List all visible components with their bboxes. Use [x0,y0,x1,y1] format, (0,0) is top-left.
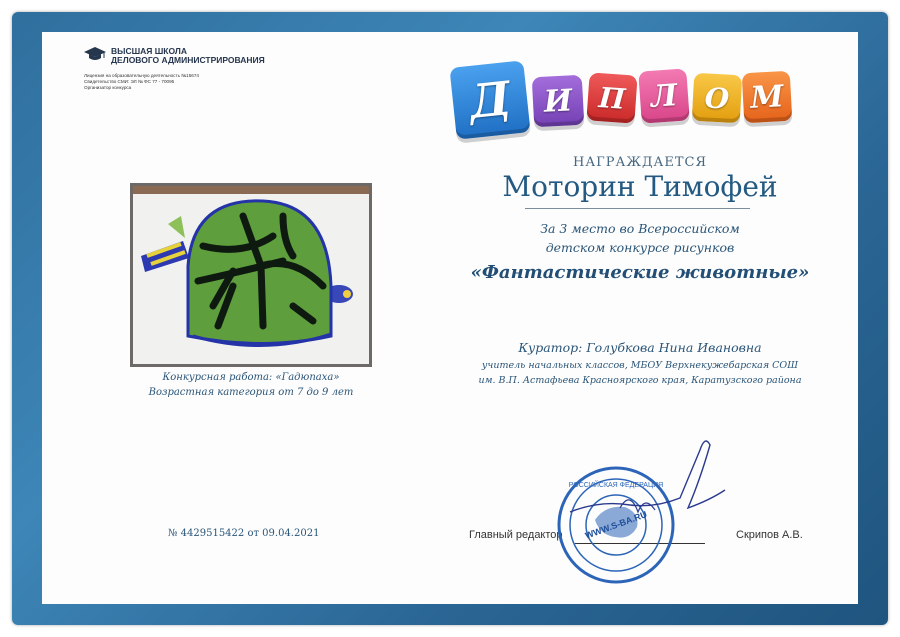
age-category-caption: Возрастная категория от 7 до 9 лет [148,387,354,398]
org-name-line1: ВЫСШАЯ ШКОЛА [111,46,187,56]
diploma-title [453,60,803,140]
teacher-line-1: учитель начальных классов, МБОУ Верхнекужебарская СОШ [481,360,799,371]
teacher-line-2: им. В.П. Астафьева Красноярского края, Каратузского района [478,375,802,386]
handwritten-signature [560,430,730,520]
chief-editor-name: Скрипов А.В. [736,529,803,541]
diploma-letter-tile: Л [638,68,690,123]
work-caption: Конкурсная работа: «Гадюпаха» [162,372,340,383]
document-number: № 4429515422 от 09.04.2021 [168,528,320,539]
name-underline [525,208,750,209]
award-line-2: детском конкурсе рисунков [545,240,735,255]
recipient-name: Моторин Тимофей [502,170,778,203]
org-details [84,73,199,91]
contest-drawing [130,183,372,367]
diploma-letter-tile: О [692,73,742,123]
chief-editor-label: Главный редактор [469,529,563,541]
diploma-letter-tile: П [586,72,637,123]
turtle-drawing-image [133,186,369,364]
diploma-letter-tile: И [532,75,585,128]
media-certificate-text: Свидетельство СМИ: ЭЛ № ФС 77 - 70095 [84,79,175,84]
stamp-center-text: WWW.S-BA.RU [583,509,649,541]
organizer-text: Организатор конкурса [84,85,132,90]
organization-logo [84,47,265,65]
contest-name: «Фантастические животные» [470,262,810,283]
diploma-letter-tile: М [742,71,793,123]
stamp-ring-text: РОССИЙСКАЯ ФЕДЕРАЦИЯ [568,482,664,489]
awarded-heading: НАГРАЖДАЕТСЯ [572,155,707,170]
diploma-letter-tile: Д [449,60,530,139]
org-name-line2: ДЕЛОВОГО АДМИНИСТРИРОВАНИЯ [111,55,265,65]
curator-name: Куратор: Голубкова Нина Ивановна [518,340,762,355]
graduation-cap-icon [84,47,106,61]
license-text: Лицензия на образовательную деятельность №15674 [84,73,199,78]
award-line-1: За 3 место во Всероссийском [540,221,740,236]
